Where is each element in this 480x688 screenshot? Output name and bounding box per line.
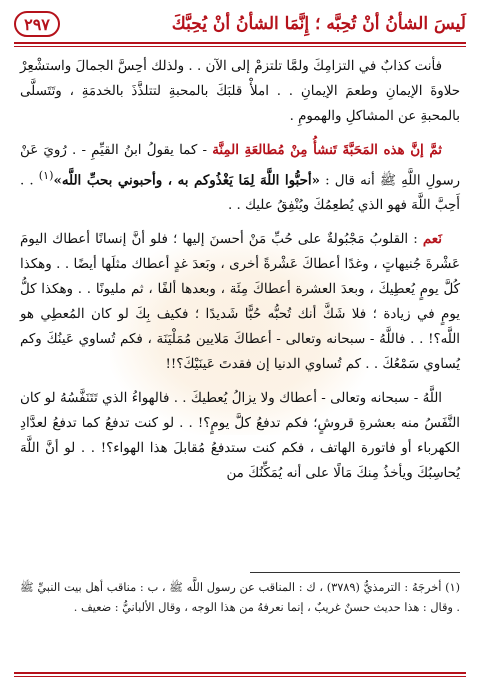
paragraph-3 bbox=[20, 227, 460, 377]
footnote-1: (١) أخرجَهُ : الترمذيُّ (٣٧٨٩) ، ك : المناقب عن رسول اللَّه ﷺ ، ب : مناقب أهل بيت النبيِّ ﷺ . وقال : هذا حديث حسنٌ غريبٌ ، إنما نعرفهُ من هذا الوجه ، وقال الألبانيُّ : ضعيف . bbox=[20, 581, 460, 614]
hadith-quote: «أحبُّوا اللَّهَ لِمَا يَغْذُوكم به ، وأحبوني بحبِّ اللَّه» bbox=[53, 172, 320, 189]
paragraph-2 bbox=[20, 138, 460, 218]
footnote-separator bbox=[250, 572, 460, 573]
paragraph-2-text: - كما يقولُ ابنُ القيِّمِ - . رُويَ عَنْ رسولِ اللَّهِ ﷺ أنه قال : bbox=[20, 143, 461, 189]
header-rule-thick bbox=[14, 42, 466, 44]
paragraph-2-tail: . . أَحِبَّ اللَّهَ فهو الذي يُطعِمُكَ ويُنْفِقُ عليك . . bbox=[20, 173, 460, 214]
page-header bbox=[14, 8, 466, 40]
paragraph-3-opener: نَعم bbox=[422, 231, 442, 248]
paragraph-4: اللَّهُ - سبحانه وتعالى - أعطاك ولا يزالُ يُعطيكَ . . فالهواءُ الذي تَتَنَفَّسُهُ لو كان النَّفَسُ منه بعشرةِ قروشٍ؛ فكم تدفعُ كلَّ يومٍ؟! . . لو كنت تدفعُ كما تدفعُ لعدَّادِ الكهرباء أو فاتورة الهاتف ، فكم كنت ستدفعُ مُقابلَ هذا الهواء؟! . . لو أنَّ اللَّهَ يُحاسِبُكَ ويأخذُ مِنكَ مَالًا على أنه يُمَكِّنُكَ من bbox=[20, 391, 460, 482]
page-body bbox=[20, 54, 460, 495]
paragraph-2-heading: ثمَّ إنَّ هذه المَحَبَّةَ تَنشأُ مِنْ مُطالعَةِ المِنَّة bbox=[212, 142, 442, 158]
paragraph-1: فأنت كذابٌ في التزامِكَ ولمَّا تلتزمْ إلى الآن . . ولذلك أحِسَّ الجمالَ واستشْعِرْ حلاوةَ الإيمانِ وطعمَ الإيمانِ . . املأْ قلبَكَ بالمحبةِ لتتلذَّذَ بالخدمَةِ ، وتَتَسلَّى بالمحبةِ عن المشاكلِ والهمومِ . bbox=[20, 59, 460, 124]
header-rule-thin bbox=[14, 46, 466, 47]
footnote-reference[interactable]: (١) bbox=[38, 169, 54, 182]
paragraph-3-text: : القلوبُ مَجْبُولةٌ على حُبِّ مَنْ أحسنَ إليها ؛ فلو أنَّ إنسانًا أعطاك اليومَ عَشْرةَ جُنيهاتٍ ، وغدًا أعطاكَ عَشْرةً أخرى ، وبَعدَ غدٍ أعطاك مثلَها أيضًا . . وهكذا كُلَّ يومٍ يُعطِيكَ ، وبعدَ العشرة أعطاكَ مِئَة ، وبعدها ألفًا ، ثم مليونًا . . وهكذا كلُّ يومٍ في زيادة ؛ فلا شَكَّ أنك تُحبُّه حُبًّا شَديدًا ؛ فكيف بِكَ لو كان المُعطِي هو اللَّه؟! . . فاللَّهُ - سبحانه وتعالى - أعطاكَ مَلايين مُمَلْيَنَة ، فكم تُساوي عَينُكَ وكم يُساوي سَمْعُكَ . . كم تُساوي الدنيا إن فقدتَ عَينَيْكَ؟!! bbox=[20, 232, 460, 373]
footer-rule-thick bbox=[14, 672, 466, 674]
footer-rule-thin bbox=[14, 676, 466, 677]
running-title: لَيسَ الشأنُ أنْ تُحِبَّه ؛ إِنَّمَا الشأنُ أنْ يُحِبَّكَ bbox=[171, 14, 466, 34]
page-number-badge: ٢٩٧ bbox=[14, 11, 60, 37]
